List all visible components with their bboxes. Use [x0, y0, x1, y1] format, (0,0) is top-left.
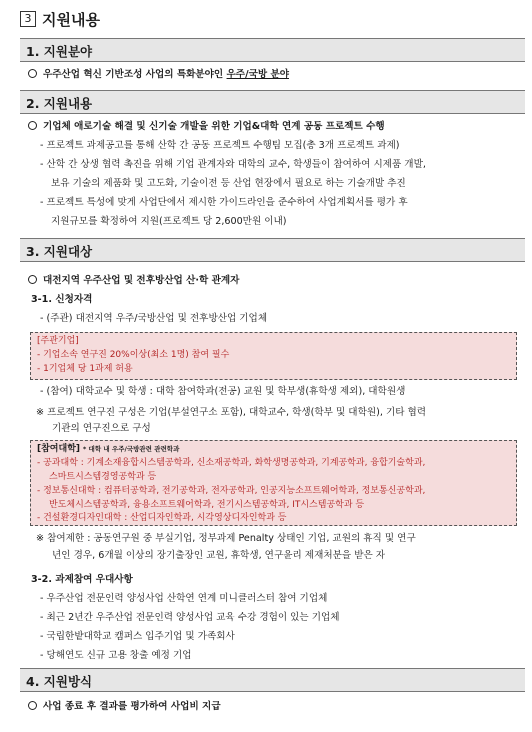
s3-lead-text: 대전지역 우주산업 및 전후방산업 산·학 관계자 [43, 275, 240, 286]
box2-heading [37, 443, 179, 455]
title-text: 지원내용 [42, 10, 100, 29]
section-header-2 [20, 90, 525, 114]
s3-pref-4: - 당해연도 신규 고용 창출 예정 기업 [40, 650, 192, 661]
s4-lead [28, 700, 221, 713]
section-2-label: 2. 지원내용 [26, 96, 93, 111]
s3-note-1b: 기관의 연구진으로 구성 [52, 423, 151, 434]
box2-heading-text: [참여대학] [37, 444, 81, 454]
page-title [20, 8, 100, 30]
s2-bullet-2b: 보유 기술의 제품화 및 고도화, 기술이전 등 산업 현장에서 필요로 하는 기술개발 추진 [51, 178, 406, 189]
s2-bullet-3a: - 프로젝트 특성에 맞게 사업단에서 제시한 가이드라인을 준수하여 사업계획서를 평가 후 [40, 197, 408, 208]
box1-heading: [주관기업] [37, 336, 79, 346]
section-header-1 [20, 38, 525, 62]
section-header-3 [20, 238, 525, 262]
s3-participant: - (참여) 대학교수 및 학생 : 대학 참여학과(전공) 교원 및 학부생(휴학생 제외), 대학원생 [40, 386, 406, 397]
s1-lead [28, 68, 289, 81]
s3-note-2a: ※ 참여제한 : 공동연구원 중 부실기업, 정부과제 Penalty 상태인 기업, 교원의 휴직 및 연구 [36, 533, 416, 544]
box2-line-3: - 정보통신대학 : 컴퓨터공학과, 전기공학과, 전자공학과, 인공지능소프트웨어학과, 정보통신공학과, [37, 486, 426, 496]
circle-bullet-icon [28, 275, 37, 284]
s3-lead-org: - (주관) 대전지역 우주/국방산업 및 전후방산업 기업체 [40, 313, 268, 324]
s2-lead-text: 기업체 애로기술 해결 및 신기술 개발을 위한 기업&대학 연계 공동 프로젝트 수행 [43, 121, 385, 132]
box1-line-1: - 기업소속 연구진 20%이상(최소 1명) 참여 필수 [37, 350, 230, 360]
lead-company-box [30, 332, 517, 380]
box2-heading-note: * 대학 내 우주/국방관련 관련학과 [82, 445, 180, 453]
s3-pref-3: - 국립한밭대학교 캠퍼스 입주기업 및 가족회사 [40, 631, 235, 642]
s2-lead [28, 120, 385, 133]
s3-note-2b: 년인 경우, 6개월 이상의 장기출장인 교원, 휴학생, 연구윤리 제재처분을 받은 자 [52, 550, 386, 561]
circle-bullet-icon [28, 121, 37, 130]
circle-bullet-icon [28, 69, 37, 78]
participating-university-box [30, 440, 517, 526]
s2-bullet-1: - 프로젝트 과제공고를 통해 산학 간 공동 프로젝트 수행팀 모집(총 3개 프로젝트 과제) [40, 140, 400, 151]
s3-pref-1: - 우주산업 전문인력 양성사업 산학연 연계 미니클러스터 참여 기업체 [40, 593, 328, 604]
s1-lead-underlined: 우주/국방 분야 [226, 69, 289, 80]
s3-note-1a: ※ 프로젝트 연구진 구성은 기업(부설연구소 포함), 대학교수, 학생(학부 및 대학원), 기타 협력 [36, 407, 427, 418]
circle-bullet-icon [28, 701, 37, 710]
section-4-label: 4. 지원방식 [26, 674, 93, 689]
s4-lead-text: 사업 종료 후 결과를 평가하여 사업비 지급 [43, 701, 221, 712]
s3-subheading-2: 3-2. 과제참여 우대사항 [31, 574, 133, 585]
box2-line-5: - 건설환경디자인대학 : 산업디자인학과, 시각영상디자인학과 등 [37, 513, 287, 523]
s3-subheading-1: 3-1. 신청자격 [31, 294, 93, 305]
section-3-label: 3. 지원대상 [26, 244, 93, 259]
section-1-label: 1. 지원분야 [26, 44, 93, 59]
section-header-4 [20, 668, 525, 692]
box2-line-2: 스마트시스템경영공학과 등 [49, 472, 157, 482]
box1-line-2: - 1기업체 당 1과제 허용 [37, 364, 133, 374]
title-number-box: 3 [20, 11, 36, 27]
s3-pref-2: - 최근 2년간 우주산업 전문인력 양성사업 교육 수강 경험이 있는 기업체 [40, 612, 340, 623]
box2-line-4: 반도체시스템공학과, 융용소프트웨어학과, 전기시스템공학과, IT시스템공학과 등 [49, 500, 365, 510]
s3-lead [28, 274, 239, 287]
s1-lead-text: 우주산업 혁신 기반조성 사업의 특화분야인 [43, 69, 227, 80]
s2-bullet-3b: 지원규모를 확정하여 지원(프로젝트 당 2,600만원 이내) [51, 216, 287, 227]
box2-line-1: - 공과대학 : 기계소재융합시스템공학과, 신소재공학과, 화학생명공학과, 기계공학과, 융합기술학과, [37, 458, 426, 468]
s2-bullet-2a: - 산학 간 상생 협력 촉진을 위해 기업 관계자와 대학의 교수, 학생들이 참여하여 시제품 개발, [40, 159, 426, 170]
